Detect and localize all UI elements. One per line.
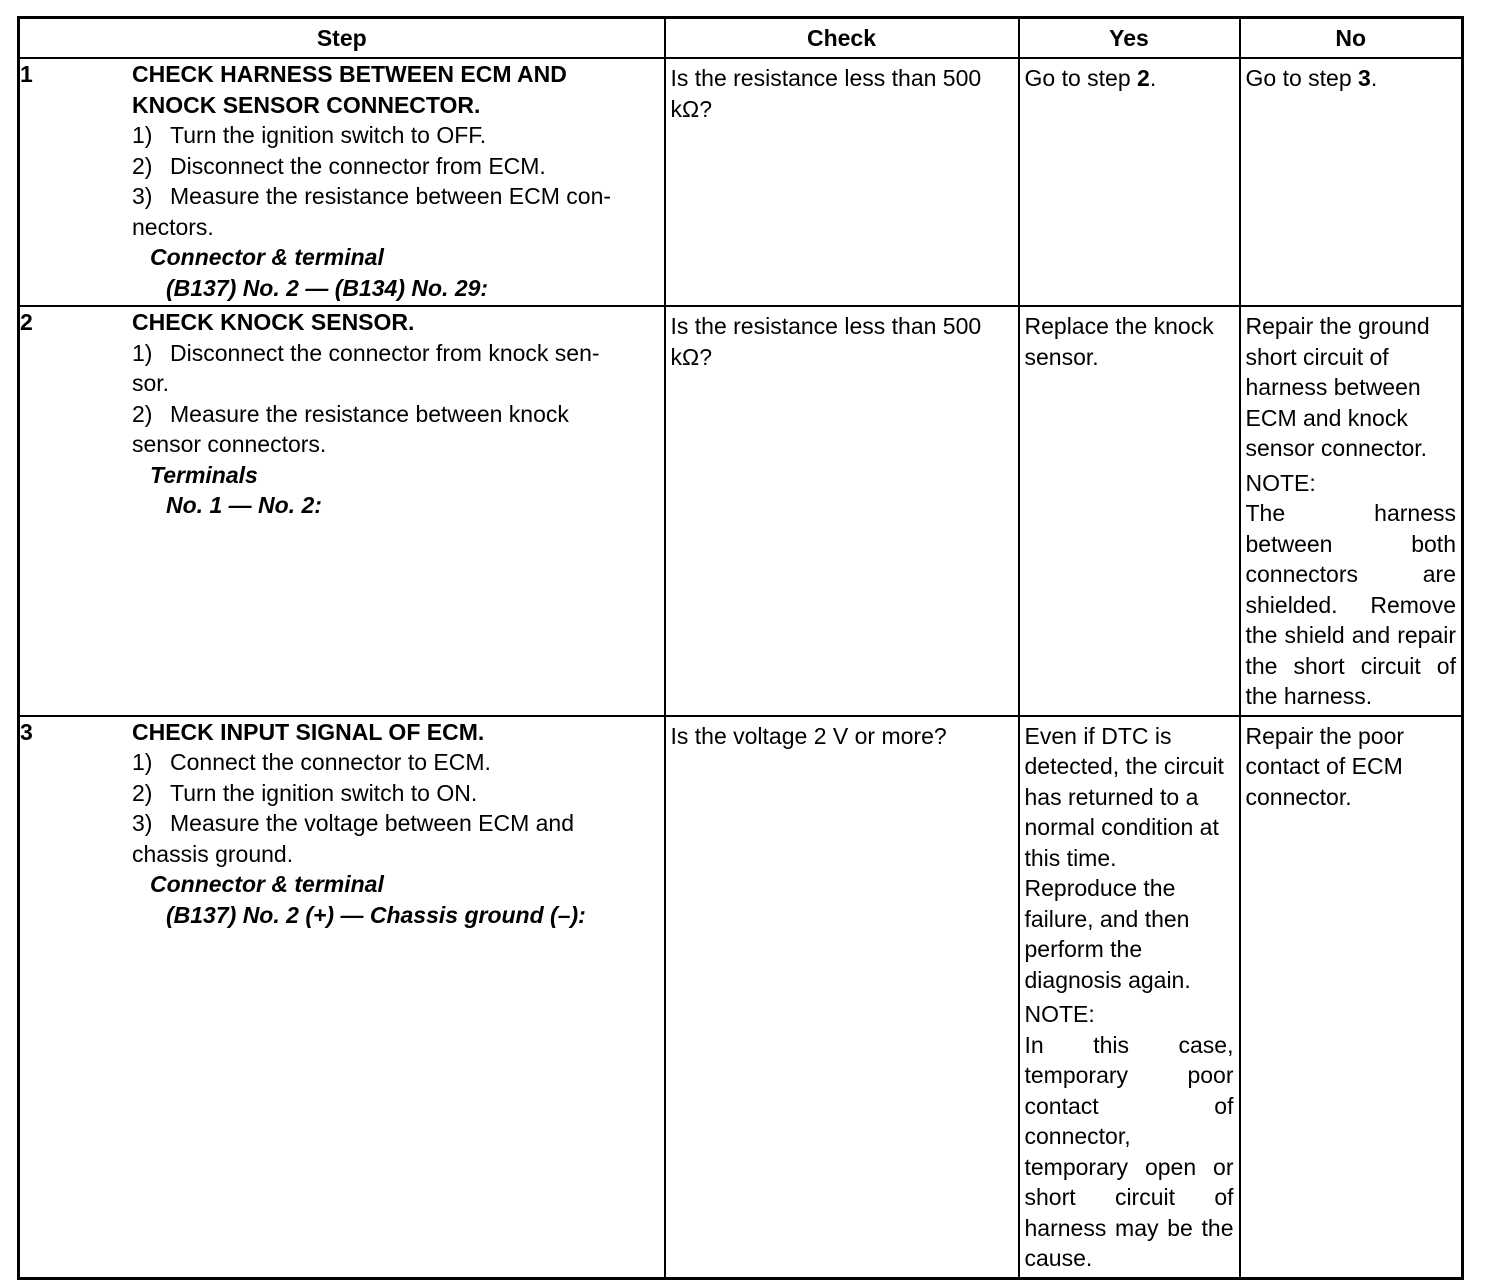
header-row: [19, 18, 1463, 59]
sub-step: 1) Disconnect the connector from knock sen- sor.: [132, 339, 600, 396]
step-title: CHECK INPUT SIGNAL OF ECM.: [132, 718, 485, 745]
yes-step-ref: 2: [1137, 65, 1150, 91]
header-step: Step: [19, 18, 665, 59]
sub-step: 2) Measure the resistance between knock sensor connectors.: [132, 400, 569, 457]
check-cell: [665, 306, 1019, 716]
spec-value: (B137) No. 2 — (B134) No. 29:: [166, 274, 489, 301]
no-text: Go to step 3.: [1245, 65, 1378, 91]
sub-step: 2) Turn the ignition switch to ON.: [132, 779, 478, 806]
check-text: Is the resistance less than 500 kΩ?: [670, 65, 982, 122]
diagnostic-table: [17, 16, 1464, 1280]
step-cell: [19, 306, 665, 716]
step-number: 2: [20, 309, 33, 335]
check-text: Is the voltage 2 V or more?: [670, 722, 947, 749]
table-row: [19, 58, 1463, 306]
note-label: NOTE:: [1245, 469, 1316, 496]
check-text: Is the resistance less than 500 kΩ?: [670, 313, 982, 370]
no-cell: [1240, 58, 1463, 306]
no-text: Repair the ground short circuit of harness between ECM and knock sensor connector.: [1245, 313, 1430, 461]
spec-value: No. 1 — No. 2:: [166, 492, 322, 518]
table-row: [19, 306, 1463, 716]
check-cell: [665, 58, 1019, 306]
yes-text: Even if DTC is detected, the circuit has returned to a normal condition at this time. Reproduce the failure, and then perform the diagnosis again.: [1024, 722, 1224, 993]
header-no: No: [1240, 18, 1463, 59]
check-cell: [665, 716, 1019, 1279]
step-number: 1: [20, 61, 33, 87]
sub-step: 2) Disconnect the connector from ECM.: [132, 152, 546, 179]
step-number: 3: [20, 718, 33, 745]
no-cell: [1240, 306, 1463, 716]
spec-label: Connector & terminal: [150, 244, 384, 270]
step-body: [132, 307, 664, 521]
table-row: [19, 716, 1463, 1279]
header-yes: Yes: [1019, 18, 1240, 59]
yes-cell: [1019, 58, 1240, 306]
sub-step: 3) Measure the resistance between ECM con- nectors.: [132, 183, 612, 240]
no-step-ref: 3: [1358, 65, 1371, 91]
no-cell: [1240, 716, 1463, 1279]
yes-text: Replace the knock sensor.: [1024, 313, 1214, 370]
spec-label: Connector & terminal: [150, 871, 384, 897]
note-text: The harness between both connectors are shielded. Remove the shield and repair the short circuit of the harness.: [1245, 500, 1456, 709]
sub-step: 3) Measure the voltage between ECM and chassis ground.: [132, 810, 575, 867]
sub-step: 1) Connect the connector to ECM.: [132, 749, 491, 775]
step-cell: [19, 58, 665, 306]
note-label: NOTE:: [1024, 1001, 1095, 1027]
no-text: Repair the poor contact of ECM connector.: [1245, 722, 1405, 810]
sub-step: 1) Turn the ignition switch to OFF.: [132, 122, 487, 148]
step-body: [132, 59, 664, 303]
header-check: Check: [665, 18, 1019, 59]
spec-label: Terminals: [150, 461, 258, 488]
note-text: In this case, temporary poor contact of connector, temporary open or short circuit of harness may be the cause.: [1024, 1031, 1234, 1271]
step-title: CHECK HARNESS BETWEEN ECM AND KNOCK SENSOR CONNECTOR.: [132, 61, 567, 118]
step-body: [132, 717, 664, 931]
spec-value: (B137) No. 2 (+) — Chassis ground (–):: [166, 901, 586, 928]
step-cell: [19, 716, 665, 1279]
yes-text: Go to step 2.: [1024, 65, 1157, 91]
step-title: CHECK KNOCK SENSOR.: [132, 309, 415, 335]
yes-cell: [1019, 716, 1240, 1279]
yes-cell: [1019, 306, 1240, 716]
